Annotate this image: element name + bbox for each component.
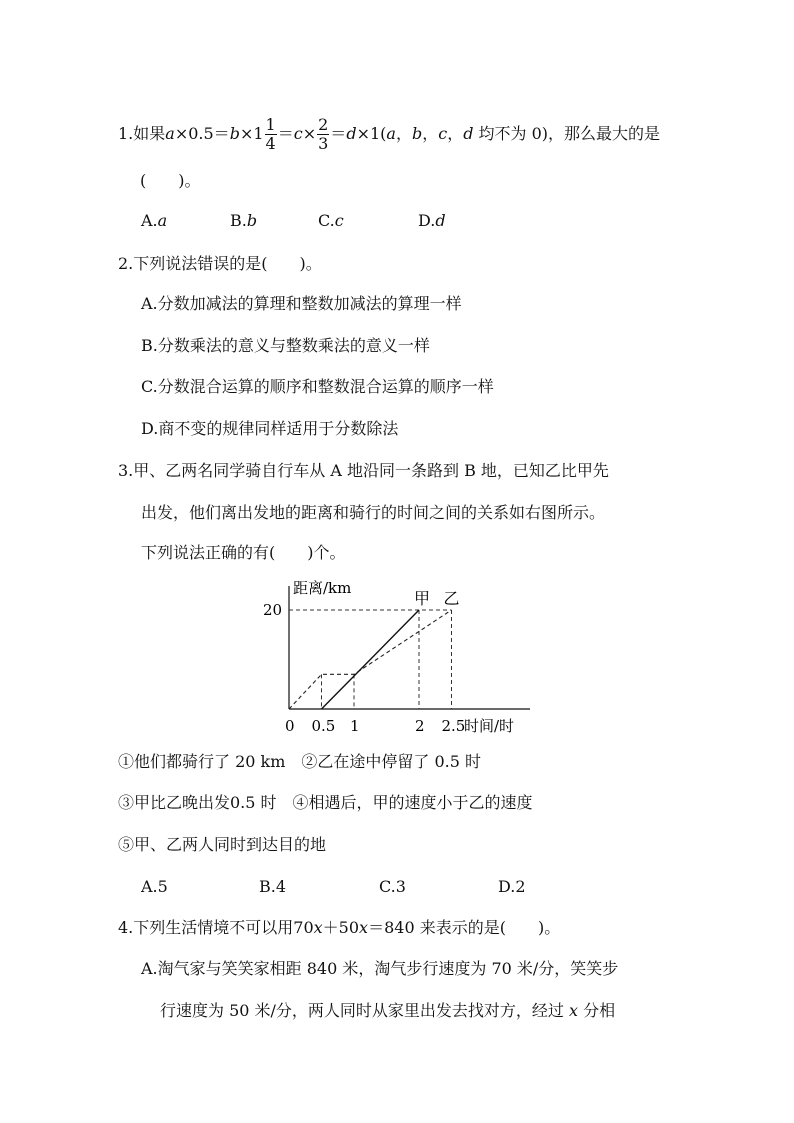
option-label: D. [418, 211, 436, 230]
q4-text: 行速度为 50 米/分，两人同时从家里出发去找对方，经过 [160, 1001, 570, 1020]
q1-text: ×0.5＝ [174, 124, 230, 143]
q1-blank: ( )。 [140, 171, 201, 190]
x-tick-label: 0.5 [311, 717, 336, 735]
series-jia-line [322, 610, 420, 709]
q1-text: ＝ [330, 124, 347, 143]
fraction-denominator: 3 [318, 134, 329, 153]
q2-option-b[interactable]: B.分数乘法的意义与整数乘法的意义一样 [141, 336, 430, 355]
q4-text: 分相 [578, 1001, 616, 1020]
var-a: a [386, 124, 396, 143]
q3-stem-line1: 3.甲、乙两名同学骑自行车从 A 地沿同一条路到 B 地，已知乙比甲先 [118, 461, 609, 480]
q4-text: ＝840 来表示的是( )。 [368, 918, 561, 937]
q3-statement-3-4: ③甲比乙晚出发0.5 时 ④相遇后，甲的速度小于乙的速度 [118, 793, 533, 812]
series-yi-line [289, 610, 452, 709]
q1-option-c[interactable] [318, 210, 344, 232]
q3-statement-1-2: ①他们都骑行了 20 km ②乙在途中停留了 0.5 时 [118, 752, 482, 771]
fraction-denominator: 4 [265, 134, 276, 153]
fraction-two-thirds [317, 116, 329, 153]
q1-text: ×1( [356, 124, 387, 143]
q4-text: ＋50 [322, 918, 360, 937]
x-tick-label: 2 [415, 717, 425, 735]
var-x: x [313, 918, 323, 937]
q1-stem [118, 116, 660, 153]
q2-option-d[interactable]: D.商不变的规律同样适用于分数除法 [141, 419, 399, 438]
q4-option-a-line1[interactable]: A.淘气家与笑笑家相距 840 米，淘气步行速度为 70 米/分，笑笑步 [141, 959, 619, 978]
var-d: d [463, 124, 474, 143]
q2-stem: 2.下列说法错误的是( )。 [118, 254, 322, 273]
q1-text: 均不为 0)，那么最大的是 [473, 124, 661, 143]
var-c: c [293, 124, 303, 143]
q2-option-a[interactable]: A.分数加减法的算理和整数加减法的算理一样 [141, 294, 462, 313]
x-axis-label: 时间/时 [464, 717, 515, 735]
option-value: b [246, 211, 258, 230]
option-label: A. [141, 211, 158, 230]
x-tick-label: 0 [285, 717, 295, 735]
q4-stem [118, 917, 560, 939]
q1-option-a[interactable] [141, 210, 167, 232]
q1-text: ， [395, 124, 412, 143]
series-yi-label: 乙 [443, 589, 460, 608]
option-label: B. [230, 211, 247, 230]
var-x: x [359, 918, 369, 937]
q3-statement-5: ⑤甲、乙两人同时到达目的地 [118, 835, 327, 854]
q1-text: 1.如果 [118, 124, 166, 143]
q1-text: × [302, 124, 317, 143]
fraction-numerator: 1 [265, 115, 276, 134]
var-a: a [165, 124, 175, 143]
q3-stem-line2: 出发，他们离出发地的距离和骑行的时间之间的关系如右图所示。 [141, 503, 606, 522]
option-label: C. [318, 211, 335, 230]
q3-option-d[interactable]: D.2 [498, 877, 526, 896]
option-value: c [334, 211, 344, 230]
y-tick-label: 20 [263, 601, 283, 619]
q4-option-a-line2 [160, 1000, 615, 1022]
series-jia-label: 甲 [414, 589, 431, 608]
y-axis-label: 距离/km [293, 579, 352, 597]
fraction-numerator: 2 [318, 115, 329, 134]
var-b: b [229, 124, 240, 143]
q2-option-c[interactable]: C.分数混合运算的顺序和整数混合运算的顺序一样 [141, 377, 494, 396]
var-b: b [411, 124, 423, 143]
var-x: x [569, 1001, 579, 1020]
q1-text: ×1 [239, 124, 264, 143]
q3-option-a[interactable]: A.5 [141, 877, 168, 896]
q4-text: 4.下列生活情境不可以用70 [118, 918, 314, 937]
q1-option-d[interactable] [418, 210, 446, 232]
x-tick-label: 1 [350, 717, 360, 735]
q1-answer-blank [140, 170, 201, 192]
option-value: d [435, 211, 446, 230]
option-value: a [157, 211, 168, 230]
q1-option-b[interactable] [230, 210, 257, 232]
q3-option-b[interactable]: B.4 [259, 877, 287, 896]
q1-text: ， [422, 124, 439, 143]
q3-stem-line3: 下列说法正确的有( )个。 [141, 543, 346, 562]
q3-option-c[interactable]: C.3 [379, 877, 406, 896]
var-d: d [346, 124, 357, 143]
var-c: c [438, 124, 448, 143]
q1-text: ， [447, 124, 464, 143]
q1-text: ＝ [277, 124, 294, 143]
fraction-one-quarter [265, 116, 277, 153]
x-tick-label: 2.5 [441, 717, 466, 735]
